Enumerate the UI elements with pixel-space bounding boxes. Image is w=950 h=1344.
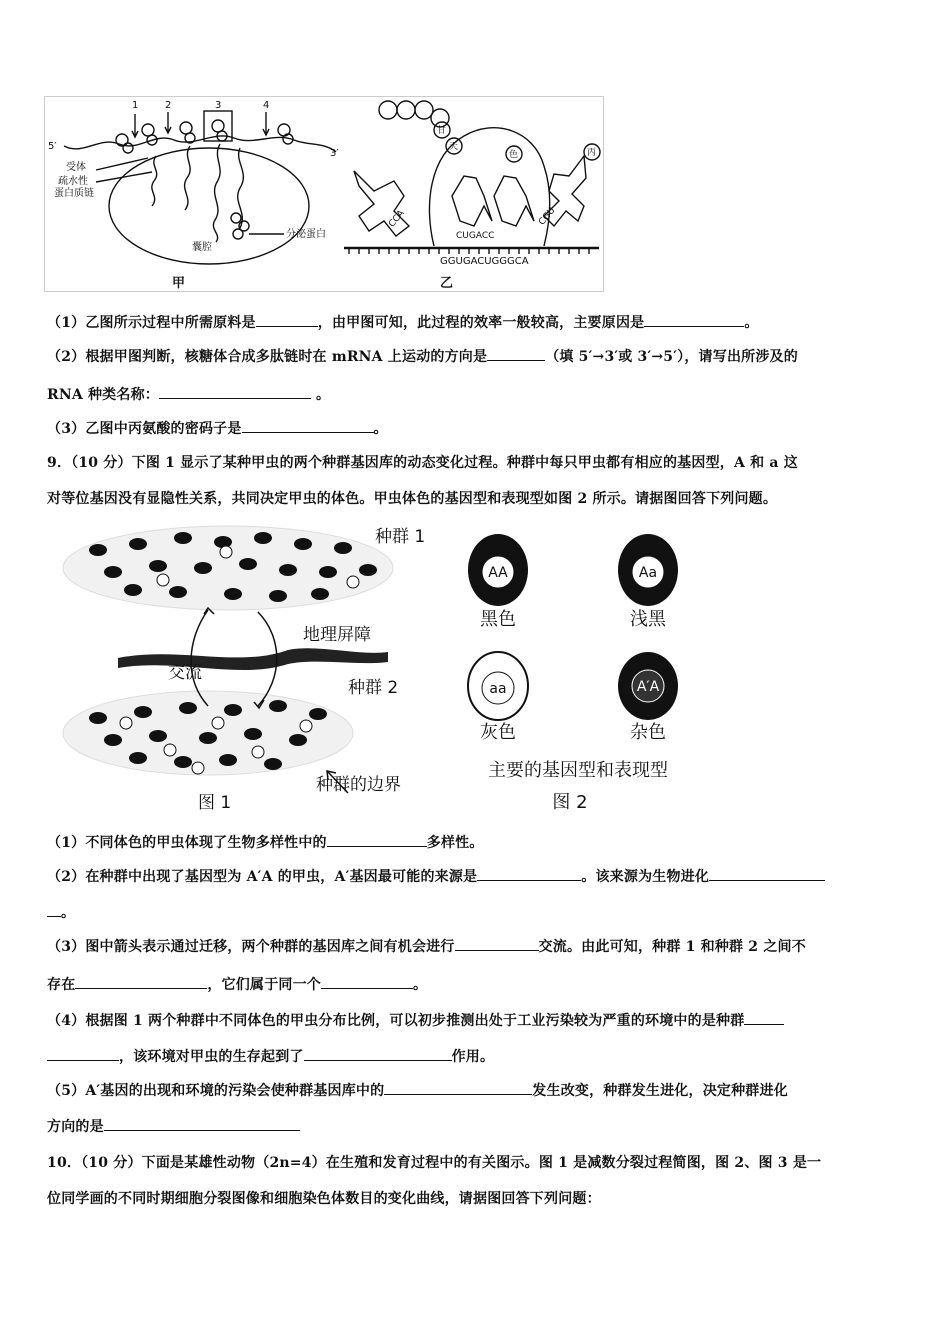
- answer-blank[interactable]: [744, 1012, 784, 1025]
- figure-caption-jia: 甲: [172, 276, 186, 291]
- answer-blank[interactable]: [47, 1048, 119, 1061]
- arrow-number: 4: [263, 100, 270, 111]
- amino-acid-ala: 丙: [587, 148, 597, 158]
- phenotype-black: 黑色: [480, 609, 516, 630]
- genotype-aa-upper: AA: [488, 565, 508, 581]
- q9-part2: （2）在种群中出现了基因型为 A′A 的甲虫，A′基因最可能的来源是 。该来源为生物进化: [47, 866, 825, 886]
- answer-blank[interactable]: [384, 1082, 532, 1095]
- phenotype-mixed: 杂色: [630, 722, 666, 743]
- answer-blank[interactable]: [256, 314, 318, 327]
- answer-blank[interactable]: [159, 386, 311, 399]
- q9-stem-line1: 9．（10 分）下图 1 显示了某种甲虫的两个种群基因库的动态变化过程。种群中每只甲虫都有相应的基因型，A 和 a 这: [47, 455, 798, 471]
- q9-part4: （4）根据图 1 两个种群中不同体色的甲虫分布比例，可以初步推测出处于工业污染较为严重的环境中的是种群: [47, 1010, 784, 1030]
- anticodon-mid: CUGACC: [456, 231, 495, 241]
- mrna-sequence: GGUGACUGGGCA: [440, 256, 529, 267]
- translation-figure: [44, 96, 604, 292]
- geographic-barrier: [118, 648, 388, 670]
- genotype-figure: [458, 518, 708, 818]
- figure-2-caption: 图 2: [552, 792, 588, 813]
- mrna-strand: [64, 136, 336, 152]
- figure-caption-yi: 乙: [440, 276, 454, 291]
- answer-blank[interactable]: [47, 904, 61, 917]
- hydrophobic-label: 疏水性: [58, 176, 88, 187]
- answer-blank[interactable]: [321, 976, 413, 989]
- answer-blank[interactable]: [455, 938, 539, 951]
- phenotype-light-black: 浅黑: [630, 609, 666, 630]
- q10-stem-line2: 位同学画的不同时期细胞分裂图像和细胞染色体数目的变化曲线，请据图回答下列问题：: [47, 1191, 601, 1207]
- answer-blank[interactable]: [242, 420, 374, 433]
- answer-blank[interactable]: [477, 868, 581, 881]
- genotype-aa-lower: aa: [489, 681, 507, 697]
- protein-chain-label: 蛋白质链: [54, 188, 94, 199]
- q9-stem-line2: 对等位基因没有显隐性关系，共同决定甲虫的体色。甲虫体色的基因型和表现型如图 2 所示。请据图回答下列问题。: [47, 491, 778, 507]
- arrow-number: 2: [165, 100, 172, 111]
- population-figure: [58, 518, 448, 818]
- q8-part1: （1）乙图所示过程中所需原料是 ，由甲图可知，此过程的效率一般较高，主要原因是 。: [47, 315, 759, 331]
- anticodon-right: CGU: [537, 205, 558, 228]
- q9-part3: （3）图中箭头表示通过迁移，两个种群的基因库之间有机会进行 交流。由此可知，种群 1 和种群 2 之间不: [47, 939, 806, 955]
- population-1-label: 种群 1: [375, 527, 426, 547]
- genotype-a-prime-a: A′A: [636, 679, 660, 695]
- five-prime-label: 5′: [48, 141, 57, 152]
- answer-blank[interactable]: [104, 1118, 300, 1131]
- genotype-aa-mixed-case: Aa: [638, 565, 658, 581]
- q9-part3-cont: 存在 ，它们属于同一个 。: [47, 977, 428, 993]
- arrow-number: 1: [132, 100, 139, 111]
- q8-part2-cont: RNA 种类名称： 。: [47, 387, 331, 403]
- arrow-number: 3: [215, 100, 222, 111]
- exchange-label: 交流: [168, 663, 202, 683]
- population-2-label: 种群 2: [348, 678, 399, 698]
- figure-2-title: 主要的基因型和表现型: [488, 760, 668, 781]
- q8-part2: （2）根据甲图判断，核糖体合成多肽链时在 mRNA 上运动的方向是 （填 5′→3′或 3′→5′），请写出所涉及的: [47, 349, 798, 365]
- receptor-label: 受体: [66, 162, 86, 173]
- q9-part5-cont: 方向的是: [47, 1116, 300, 1136]
- q9-part1: （1）不同体色的甲虫体现了生物多样性中的 多样性。: [47, 835, 484, 851]
- q10-stem-line1: 10．（10 分）下面是某雄性动物（2n=4）在生殖和发育过程中的有关图示。图 1 是减数分裂过程简图，图 2、图 3 是一: [47, 1155, 822, 1171]
- answer-blank[interactable]: [709, 868, 825, 881]
- lumen-label: 囊腔: [192, 242, 212, 253]
- secretory-protein-label: 分泌蛋白: [286, 229, 326, 240]
- amino-acid-gly: 甘: [437, 126, 447, 136]
- answer-blank[interactable]: [304, 1048, 452, 1061]
- q8-part3: （3）乙图中丙氨酸的密码子是 。: [47, 421, 388, 437]
- answer-blank[interactable]: [75, 976, 207, 989]
- answer-blank[interactable]: [327, 834, 427, 847]
- answer-blank[interactable]: [644, 314, 744, 327]
- phenotype-gray: 灰色: [480, 722, 516, 743]
- anticodon-left: CCA: [387, 208, 407, 230]
- figure-1-caption: 图 1: [198, 793, 232, 813]
- q9-part5: （5）A′基因的出现和环境的污染会使种群基因库中的 发生改变，种群发生进化，决定种群进化: [47, 1083, 788, 1099]
- barrier-label: 地理屏障: [303, 625, 371, 645]
- q9-part2-cont: 。: [47, 902, 75, 922]
- answer-blank[interactable]: [487, 348, 545, 361]
- boundary-label: 种群的边界: [316, 775, 401, 795]
- three-prime-label: 3′: [330, 148, 339, 159]
- q9-part4-cont: ，该环境对甲虫的生存起到了 作用。: [47, 1046, 494, 1066]
- amino-acid-asp: 天: [449, 142, 459, 152]
- amino-acid-trp: 色: [509, 150, 519, 160]
